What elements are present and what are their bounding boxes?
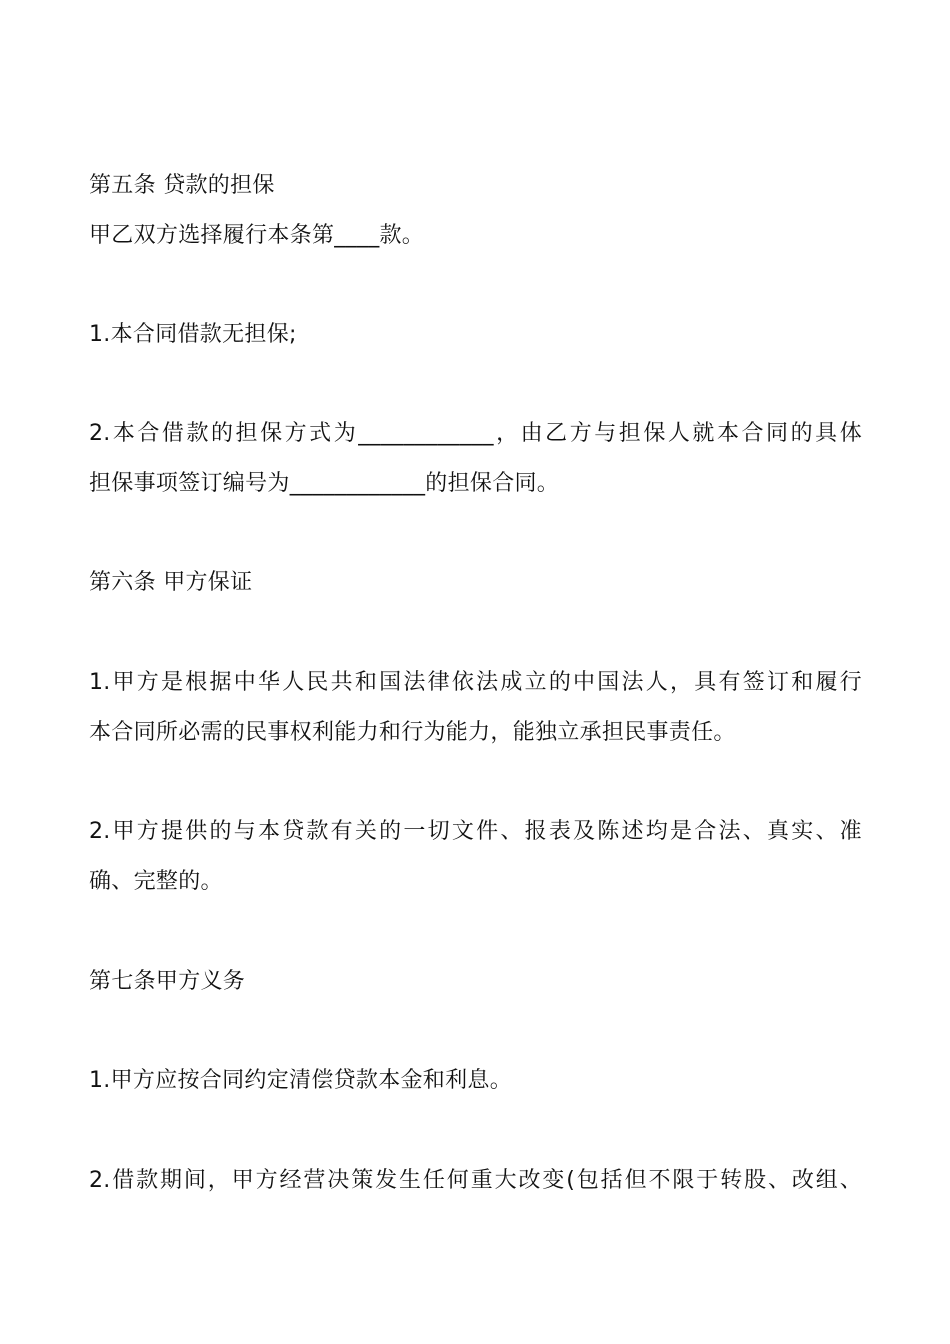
article-7-item-1: 1.甲方应按合同约定清偿贷款本金和利息。 xyxy=(89,1068,512,1093)
article-7-heading: 第七条甲方义务 xyxy=(89,969,246,994)
article-6-item-1-line-2: 本合同所必需的民事权利能力和行为能力，能独立承担民事责任。 xyxy=(89,720,736,745)
article-6-item-2-line-1: 2.甲方提供的与本贷款有关的一切文件、报表及陈述均是合法、真实、准 xyxy=(89,819,862,844)
article-6-item-1-line-1: 1.甲方是根据中华人民共和国法律依法成立的中国法人，具有签订和履行 xyxy=(89,670,862,695)
article-5-item-2-line-1: 2.本合借款的担保方式为____________，由乙方与担保人就本合同的具体 xyxy=(89,421,862,446)
article-5-choice-line: 甲乙双方选择履行本条第____款。 xyxy=(89,223,425,248)
article-7-item-2-line-1: 2.借款期间，甲方经营决策发生任何重大改变(包括但不限于转股、改组、 xyxy=(89,1168,862,1193)
article-5-item-2-line-2: 担保事项签订编号为____________的担保合同。 xyxy=(89,471,560,496)
article-5-item-1: 1.本合同借款无担保; xyxy=(89,322,297,347)
article-6-item-2-line-2: 确、完整的。 xyxy=(89,869,223,894)
article-5-heading: 第五条 贷款的担保 xyxy=(89,173,275,198)
article-6-heading: 第六条 甲方保证 xyxy=(89,570,253,595)
